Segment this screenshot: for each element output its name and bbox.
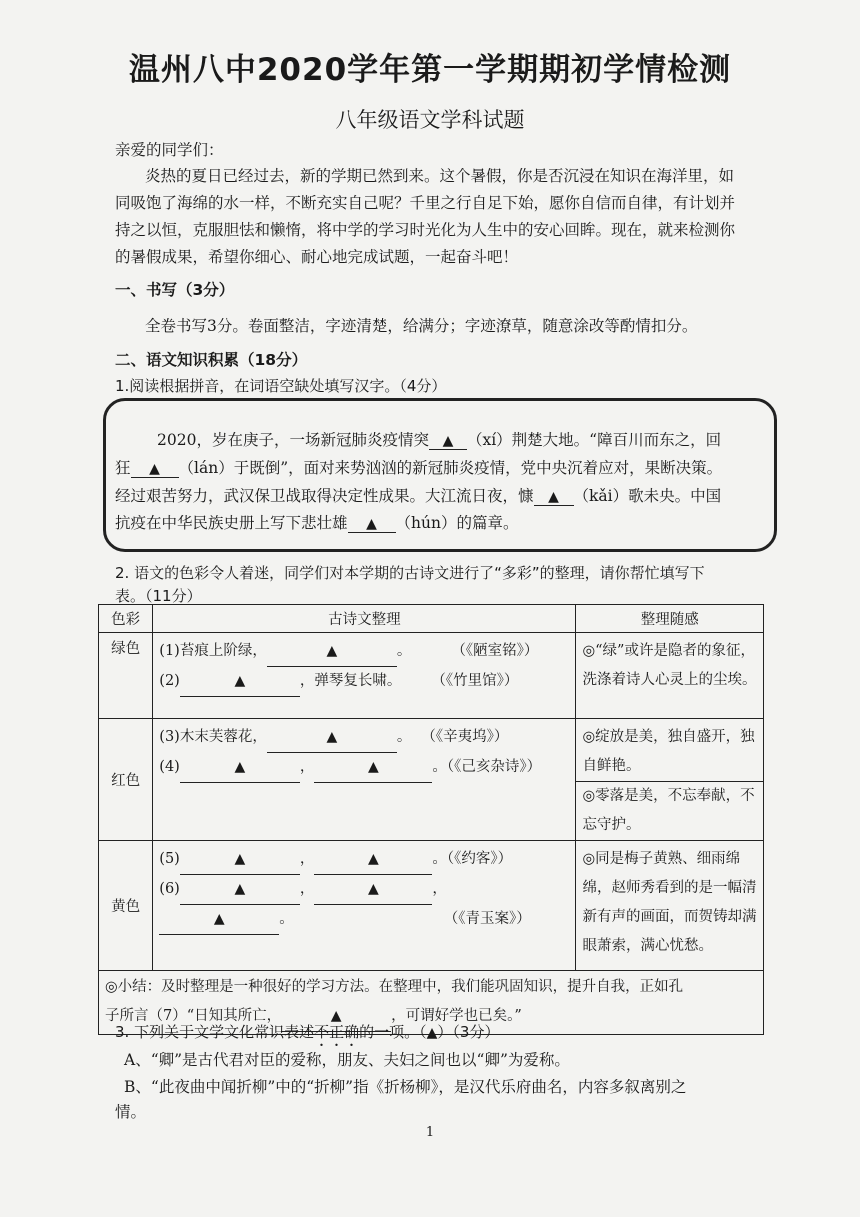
passage-line: 抗疫在中华民族史册上写下悲壮雄 ▲ （hún）的篇章。 (115, 514, 519, 532)
answer-blank-1[interactable]: ▲ (429, 431, 467, 450)
answer-blank-poem-2[interactable]: ▲ (180, 667, 300, 697)
answer-blank-poem-7[interactable]: ▲ (281, 1002, 391, 1032)
poem-line-4: (4) ▲ ， ▲ 。（《己亥杂诗》） (159, 753, 569, 783)
question-1-stem: 1.阅读根据拼音，在词语空缺处填写汉字。（4分） (115, 377, 447, 395)
note-red-1: ◎绽放是美，独自盛开，独自鲜艳。 (576, 723, 763, 782)
header-color: 色彩 (99, 605, 153, 633)
answer-blank-poem-1[interactable]: ▲ (267, 637, 397, 667)
header-poems: 古诗文整理 (153, 605, 576, 633)
poem-line-6-cont: ▲ 。 （《青玉案》） (159, 905, 569, 935)
note-yellow: ◎同是梅子黄熟、细雨绵绵，赵师秀看到的是一幅清新有声的画面，而贺铸却满眼萧索，满心忧愁。 (582, 851, 757, 954)
poem-line-3: (3)木末芙蓉花， ▲ 。 （《辛夷坞》） (159, 723, 569, 753)
intro-line: 持之以恒，克服胆怯和懒惰，将中学的学习时光化为人生中的安心回眸。现在，就来检测你 (115, 221, 736, 239)
passage-line: 狂 ▲ （lán）于既倒”，面对来势汹汹的新冠肺炎疫情，党中央沉着应对，果断决策。 (115, 459, 723, 477)
poem-line-5: (5) ▲ ， ▲ 。（《约客》） (159, 845, 569, 875)
answer-blank-poem-3[interactable]: ▲ (267, 723, 397, 753)
question-2-stem: 2. 语文的色彩令人着迷，同学们对本学期的古诗文进行了“多彩”的整理，请你帮忙填写下 (115, 564, 705, 582)
answer-blank-2[interactable]: ▲ (131, 459, 179, 478)
section-heading-writing: 一、书写（3分） (115, 281, 235, 299)
answer-blank-poem-6c[interactable]: ▲ (159, 905, 279, 935)
answer-blank-poem-4a[interactable]: ▲ (180, 753, 300, 783)
summary-line-1: ◎小结：及时整理是一种很好的学习方法。在整理中，我们能巩固知识，提升自我，正如孔 (105, 979, 684, 995)
row-color-red: 红色 (99, 719, 153, 841)
option-b-cont: 情。 (115, 1103, 147, 1121)
poem-line-2: (2) ▲ ，弹琴复长啸。 （《竹里馆》） (159, 667, 569, 697)
answer-blank-poem-5b[interactable]: ▲ (314, 845, 432, 875)
exam-subtitle: 八年级语文学科试题 (335, 108, 525, 132)
question-2-stem-cont: 表。（11分） (115, 587, 202, 605)
intro-line: 同吸饱了海绵的水一样，不断充实自己呢？千里之行自足下始，愿你自信而自律，有计划并 (115, 194, 736, 212)
writing-rule: 全卷书写3分。卷面整洁，字迹清楚，给满分；字迹潦草，随意涂改等酌情扣分。 (145, 317, 698, 335)
header-notes: 整理随感 (576, 605, 764, 633)
answer-blank-poem-6b[interactable]: ▲ (314, 875, 432, 905)
passage-line: 经过艰苦努力，武汉保卫战取得决定性成果。大江流日夜，慷 ▲ （kǎi）歌未央。中国 (115, 487, 722, 505)
poem-line-1: (1)苔痕上阶绿， ▲ 。 （《陋室铭》） (159, 637, 569, 667)
row-color-green: 绿色 (99, 633, 153, 719)
exam-title: 温州八中2020学年第一学期期初学情检测 (128, 52, 732, 88)
question-3-stem: 3. 下列关于文学文化常识表述不正确的一项。（▲）（3分） (115, 1023, 500, 1041)
section-heading-knowledge: 二、语文知识积累（18分） (115, 351, 308, 369)
passage-line: 2020，岁在庚子，一场新冠肺炎疫情突 ▲ （xí）荆楚大地。“障百川而东之，回 (157, 431, 722, 449)
note-green: ◎“绿”或许是隐者的象征，洗涤着诗人心灵上的尘埃。 (582, 643, 757, 688)
answer-blank-poem-6a[interactable]: ▲ (180, 875, 300, 905)
intro-line: 炎热的夏日已经过去，新的学期已然到来。这个暑假，你是否沉浸在知识在海洋里，如 (145, 167, 735, 185)
poem-line-6: (6) ▲ ， ▲ ， (159, 875, 569, 905)
summary-line-2: 子所言（7）“日知其所亡， ▲ ，可谓好学也已矣。” (105, 1002, 757, 1032)
note-red-2: ◎零落是美，不忘奉献，不忘守护。 (582, 788, 755, 833)
option-a: A、“卿”是古代君对臣的爱称，朋友、夫妇之间也以“卿”为爱称。 (124, 1051, 570, 1069)
greeting: 亲爱的同学们： (115, 141, 224, 159)
option-b: B、“此夜曲中闻折柳”中的“折柳”指《折杨柳》，是汉代乐府曲名，内容多叙离别之 (124, 1078, 687, 1096)
intro-line: 的暑假成果，希望你细心、耐心地完成试题，一起奋斗吧！ (115, 248, 519, 266)
answer-blank-poem-5a[interactable]: ▲ (180, 845, 300, 875)
answer-blank-3[interactable]: ▲ (534, 487, 574, 506)
answer-blank-poem-4b[interactable]: ▲ (314, 753, 432, 783)
answer-blank-q3[interactable]: ▲ (426, 1025, 438, 1041)
poetry-table (98, 604, 764, 1035)
row-color-yellow: 黄色 (99, 841, 153, 971)
answer-blank-4[interactable]: ▲ (348, 514, 396, 533)
page-number: 1 (425, 1125, 435, 1140)
